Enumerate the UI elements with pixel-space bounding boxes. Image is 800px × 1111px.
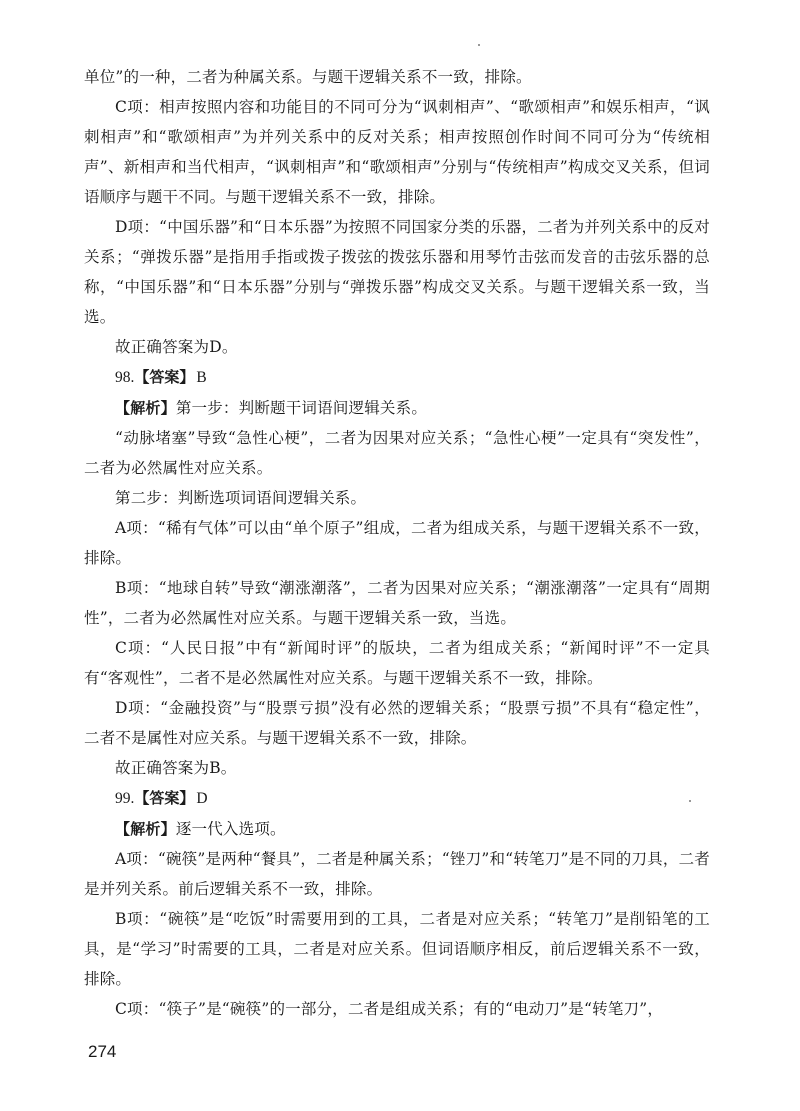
answer-number: 98. [115, 369, 135, 386]
scan-speck [478, 44, 480, 46]
answer-heading [84, 362, 710, 393]
paragraph: C项：相声按照内容和功能目的不同可分为“讽刺相声”、“歌颂相声”和娱乐相声，“讽刺相声”和“歌颂相声”为并列关系中的反对关系；相声按照创作时间不同可分为“传统相声”、新相声和当代相声，“讽刺相声”和“歌颂相声”分别与“传统相声”构成交叉关系，但词语顺序与题干不同。与题干逻辑关系不一致，排除。 [84, 98, 710, 206]
paragraph: D项：“中国乐器”和“日本乐器”为按照不同国家分类的乐器，二者为并列关系中的反对关系；“弹拨乐器”是指用手指或拨子拨弦的拨弦乐器和用琴竹击弦而发音的击弦乐器的总称，“中国乐器”和“日本乐器”分别与“弹拨乐器”构成交叉关系。与题干逻辑关系一致，当选。 [84, 218, 710, 326]
paragraph: C项：“人民日报”中有“新闻时评”的版块，二者为组成关系；“新闻时评”不一定具有“客观性”，二者不是必然属性对应关系。与题干逻辑关系不一致，排除。 [84, 639, 710, 687]
paragraph: D项：“金融投资”与“股票亏损”没有必然的逻辑关系；“股票亏损”不具有“稳定性”，二者不是属性对应关系。与题干逻辑关系不一致，排除。 [84, 699, 710, 747]
paragraph: B项：“地球自转”导致“潮涨潮落”，二者为因果对应关系；“潮涨潮落”一定具有“周期性”，二者为必然属性对应关系。与题干逻辑关系一致，当选。 [84, 579, 710, 627]
analysis-paragraph [84, 393, 710, 423]
paragraph: 第二步：判断选项词语间逻辑关系。 [115, 489, 367, 507]
answer-letter: D [196, 790, 208, 807]
answer-label: 【答案】 [134, 368, 195, 386]
analysis-text: 第一步：判断题干词语间逻辑关系。 [175, 399, 428, 417]
answer-heading [84, 783, 710, 814]
paragraph: 故正确答案为B。 [115, 759, 237, 777]
paragraph: C项：“筷子”是“碗筷”的一部分，二者是组成关系；有的“电动刀”是“转笔刀”， [115, 1000, 664, 1018]
analysis-paragraph [84, 814, 710, 844]
analysis-label: 【解析】 [115, 820, 176, 838]
scan-speck [689, 800, 691, 802]
paragraph: A项：“稀有气体”可以由“单个原子”组成，二者为组成关系，与题干逻辑关系不一致，排除。 [84, 519, 710, 567]
analysis-label: 【解析】 [115, 399, 176, 417]
answer-number: 99. [115, 790, 135, 807]
analysis-text: 逐一代入选项。 [175, 820, 286, 838]
paragraph: “动脉堵塞”导致“急性心梗”，二者为因果对应关系；“急性心梗”一定具有“突发性”，二者为必然属性对应关系。 [84, 429, 710, 477]
paragraph: 故正确答案为D。 [115, 338, 238, 356]
paragraph: A项：“碗筷”是两种“餐具”，二者是种属关系；“锉刀”和“转笔刀”是不同的刀具，二者是并列关系。前后逻辑关系不一致，排除。 [84, 850, 710, 898]
page-number: 274 [88, 1042, 117, 1061]
page-content [84, 62, 710, 1024]
paragraph: 单位”的一种，二者为种属关系。与题干逻辑关系不一致，排除。 [84, 68, 532, 86]
answer-letter: B [196, 369, 207, 386]
answer-label: 【答案】 [134, 789, 195, 807]
paragraph: B项：“碗筷”是“吃饭”时需要用到的工具，二者是对应关系；“转笔刀”是削铅笔的工具，是“学习”时需要的工具，二者是对应关系。但词语顺序相反，前后逻辑关系不一致，排除。 [84, 910, 710, 988]
